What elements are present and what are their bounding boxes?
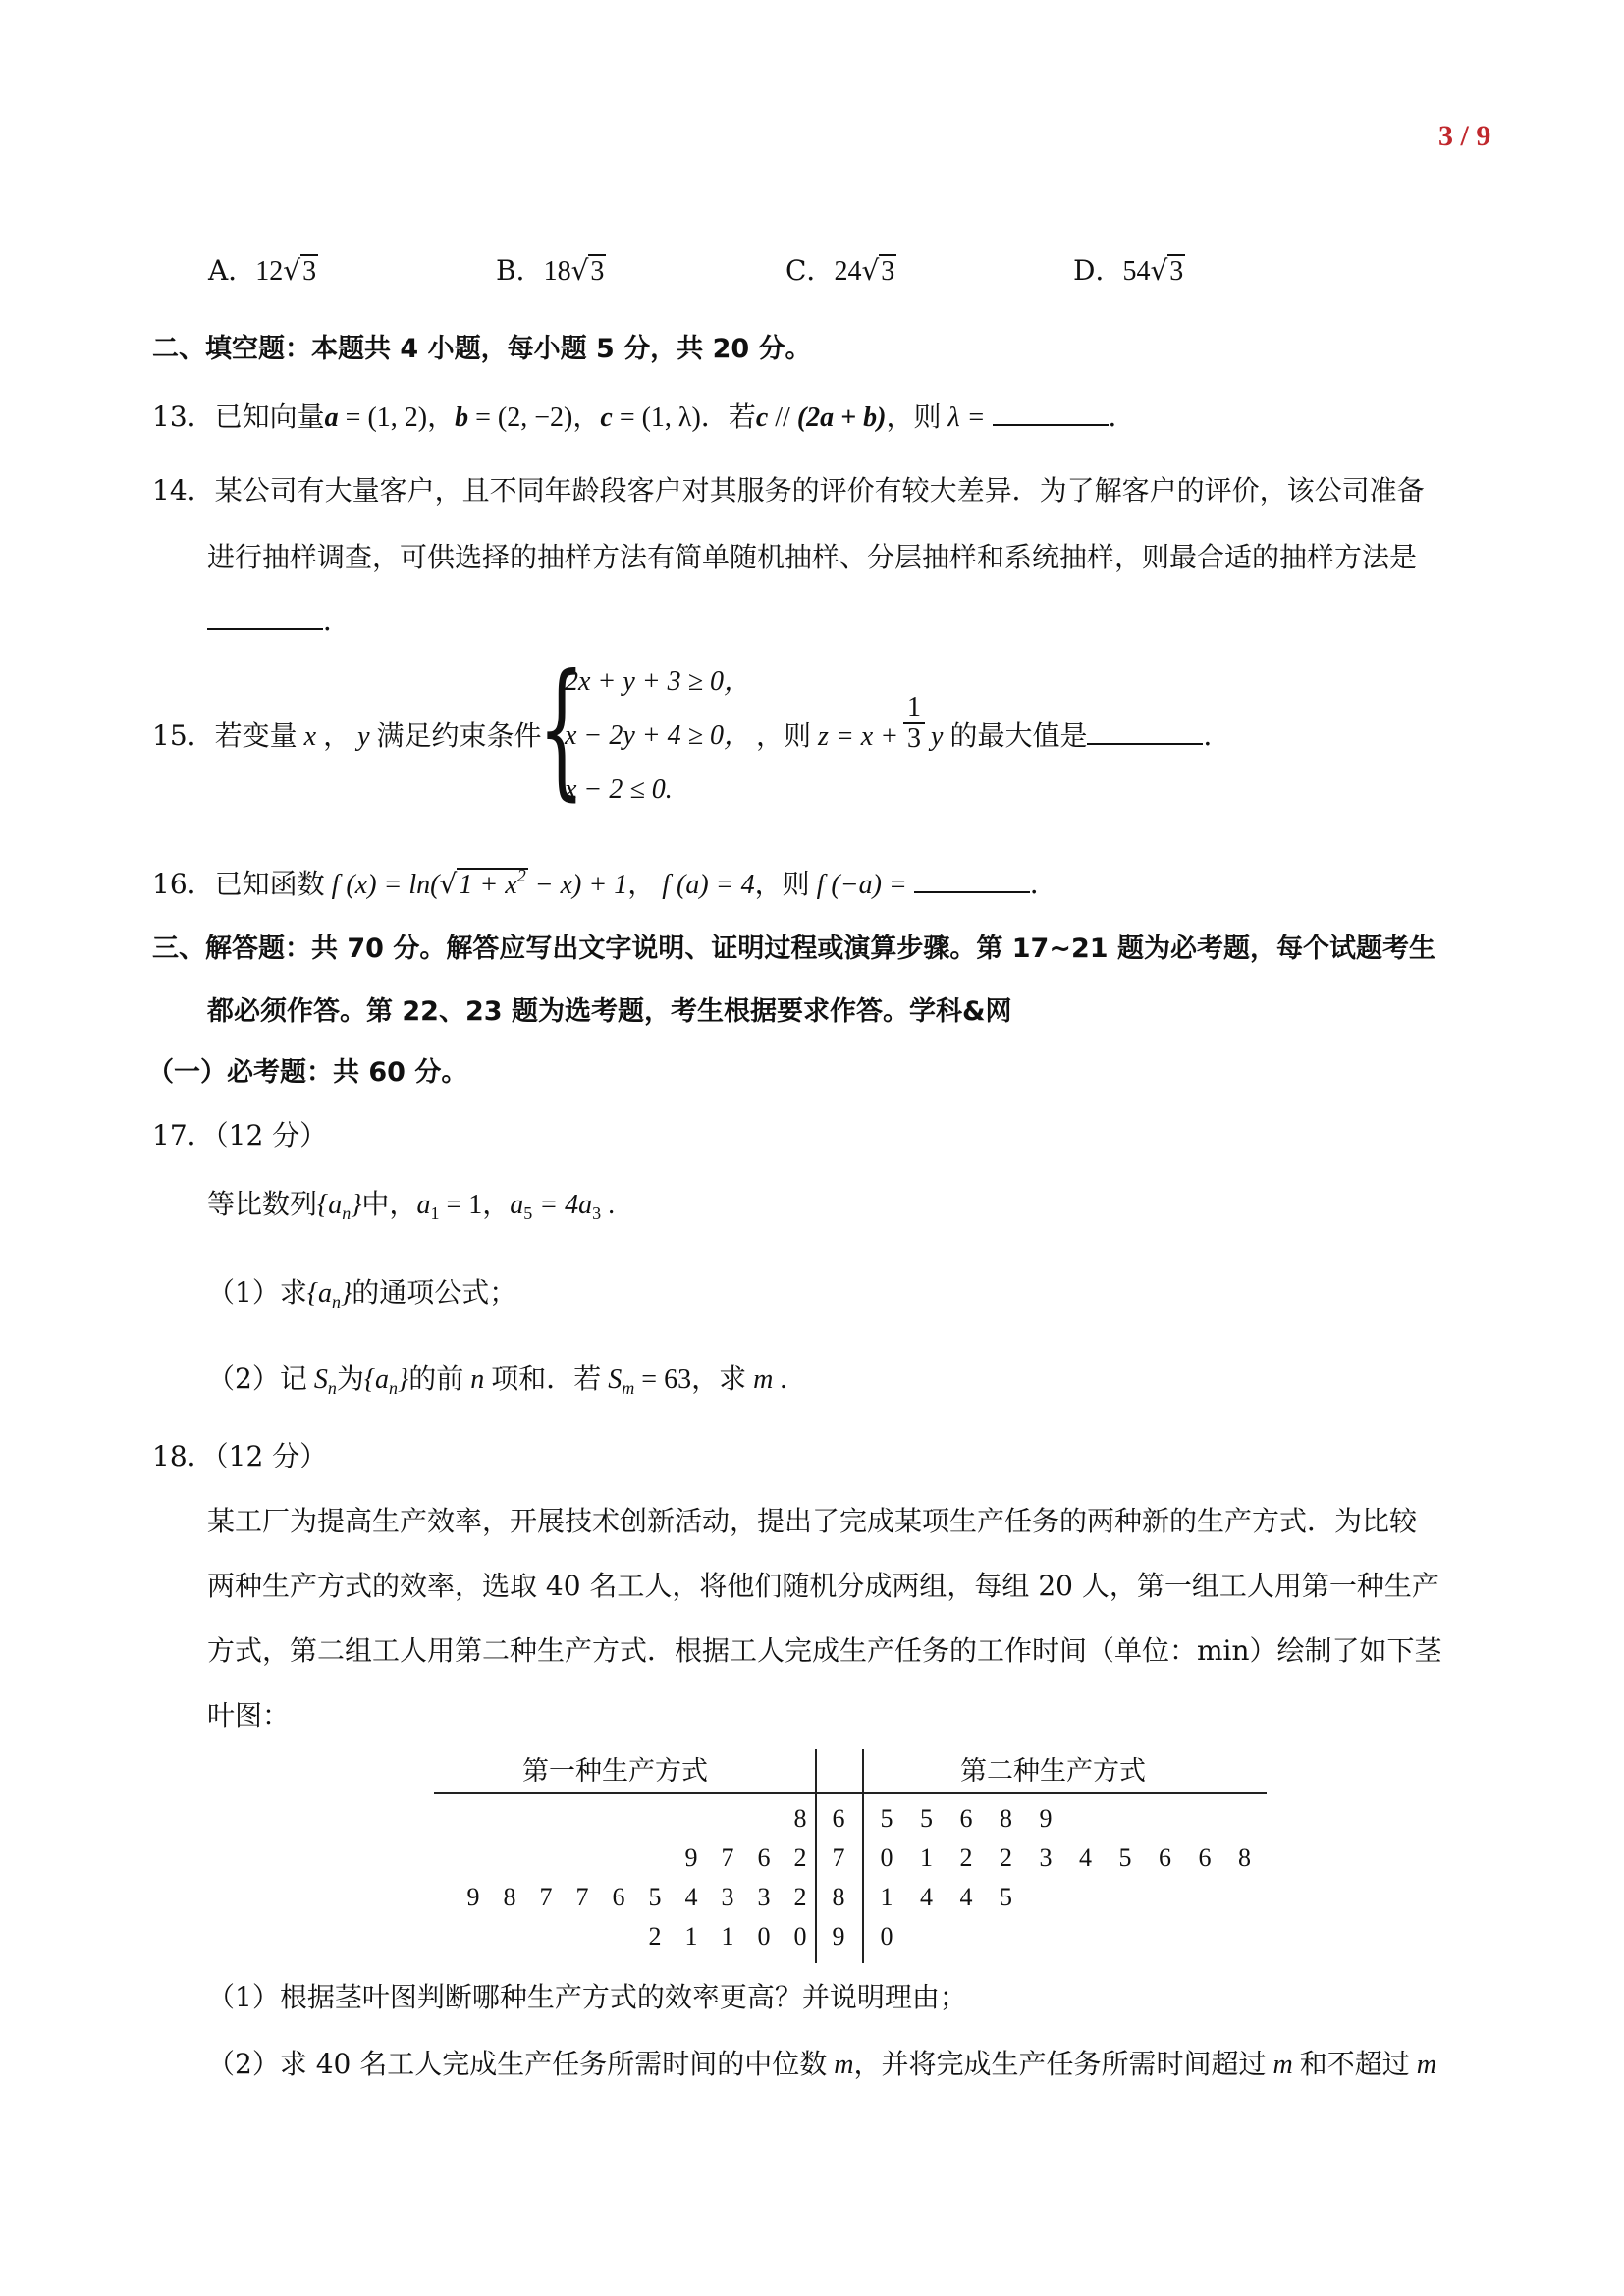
right-leaf: 6 bbox=[1159, 1843, 1171, 1872]
left-leaf: 1 bbox=[684, 1922, 698, 1950]
text: 某公司有大量客户，且不同年龄段客户对其服务的评价有较大差异．为了解客户的评价，该公司准备 bbox=[214, 474, 1425, 507]
math: = 1 bbox=[439, 1190, 483, 1220]
right-leaf: 2 bbox=[959, 1843, 973, 1872]
math: y bbox=[351, 721, 377, 752]
left-leaf: 7 bbox=[539, 1883, 553, 1911]
subscript: n bbox=[342, 1203, 352, 1223]
question-15 bbox=[152, 717, 542, 757]
subscript: n bbox=[332, 1292, 342, 1311]
answer-blank[interactable] bbox=[993, 399, 1109, 426]
question-18-header: 18．（12 分） bbox=[152, 1440, 328, 1472]
text: 满足约束条件 bbox=[376, 720, 542, 752]
text: ，则 bbox=[754, 868, 810, 900]
answer-blank[interactable] bbox=[207, 603, 323, 630]
option-coef: 24 bbox=[834, 256, 862, 287]
stem-7: 7 bbox=[832, 1843, 845, 1872]
left-leaf: 6 bbox=[757, 1843, 771, 1872]
right-leaf: 6 bbox=[959, 1804, 973, 1833]
subscript: m bbox=[622, 1378, 635, 1398]
math: {a bbox=[306, 1278, 333, 1308]
left-leaf: 2 bbox=[793, 1883, 807, 1911]
stem-divider-left bbox=[815, 1749, 817, 1963]
stem-9: 9 bbox=[832, 1922, 845, 1950]
subscript: n bbox=[389, 1378, 399, 1398]
right-leaf: 3 bbox=[1039, 1843, 1053, 1872]
question-15-tail bbox=[931, 717, 1230, 757]
answer-blank[interactable] bbox=[914, 866, 1030, 893]
text: 和不超过 bbox=[1299, 2048, 1410, 2080]
option-letter: D． bbox=[1073, 254, 1123, 287]
math: m bbox=[1266, 2050, 1300, 2080]
text: ． bbox=[1108, 400, 1136, 433]
question-14-line2: 进行抽样调查，可供选择的抽样方法有简单随机抽样、分层抽样和系统抽样，则最合适的抽样方法是 bbox=[207, 541, 1418, 573]
right-leaf: 5 bbox=[880, 1804, 893, 1833]
option-radicand: 3 bbox=[302, 256, 317, 287]
math: = (1, 2) bbox=[338, 402, 428, 433]
math: = (1, λ) bbox=[612, 402, 701, 433]
constraint-3: x − 2 ≤ 0. bbox=[565, 774, 673, 805]
section3-heading-line2: 都必须作答。第 22、23 题为选考题，考生根据要求作答。学科&网 bbox=[207, 996, 1012, 1027]
q12-option-a: A．12√3 bbox=[208, 254, 317, 287]
stem-6: 6 bbox=[832, 1804, 845, 1833]
question-16: 16．已知函数 f $(x) = \ln(√1 + x^2 - x) + 1$， f (a) = 4，则 f (−a) = ． bbox=[152, 866, 1057, 900]
math: } bbox=[398, 1364, 409, 1395]
left-leaf: 8 bbox=[503, 1883, 516, 1911]
question-18-line1: 某工厂为提高生产效率，开展技术创新活动，提出了完成某项生产任务的两种新的生产方式．为比较 bbox=[207, 1505, 1418, 1537]
left-leaf: 0 bbox=[757, 1922, 771, 1950]
text: ． bbox=[1029, 868, 1057, 900]
left-leaf: 9 bbox=[466, 1883, 480, 1911]
math: m bbox=[746, 1364, 774, 1395]
subscript: 1 bbox=[430, 1203, 440, 1223]
math: . bbox=[601, 1190, 616, 1220]
option-letter: B． bbox=[496, 254, 544, 287]
right-leaf: 6 bbox=[1198, 1843, 1212, 1872]
math: f (−a) = bbox=[809, 870, 914, 900]
text: 的前 bbox=[408, 1362, 464, 1395]
right-leaf: 8 bbox=[1000, 1804, 1012, 1833]
math: {a bbox=[363, 1364, 390, 1395]
section3-heading-line1: 三、解答题：共 70 分。解答应写出文字说明、证明过程或演算步骤。第 17~21 题为必考题，每个试题考生 bbox=[152, 934, 1435, 964]
text: 为 bbox=[336, 1362, 364, 1395]
math: f (x) = ln( bbox=[324, 870, 440, 900]
math: z = x + bbox=[811, 721, 899, 752]
math: a bbox=[416, 1190, 431, 1220]
constraint-1: 2x + y + 3 ≥ 0， bbox=[565, 667, 752, 697]
math: // bbox=[768, 402, 797, 433]
right-header: 第二种生产方式 bbox=[960, 1756, 1146, 1787]
option-letter: A． bbox=[208, 254, 256, 287]
text: ．若 bbox=[700, 400, 756, 433]
left-leaf: 6 bbox=[612, 1883, 625, 1911]
text: ， bbox=[572, 400, 601, 433]
math: {a bbox=[317, 1190, 343, 1220]
math: λ = bbox=[941, 402, 993, 433]
text: 若变量 bbox=[214, 720, 298, 752]
text: 的通项公式； bbox=[352, 1276, 517, 1308]
math: } bbox=[351, 1190, 362, 1220]
text: 的最大值是 bbox=[949, 720, 1088, 752]
header-divider bbox=[434, 1792, 1267, 1794]
right-leaf: 4 bbox=[959, 1883, 973, 1911]
question-14-line1 bbox=[152, 471, 1425, 510]
subscript: n bbox=[327, 1378, 337, 1398]
question-18-line2: 两种生产方式的效率，选取 40 名工人，将他们随机分成两组，每组 20 人，第一组工人用第一种生产 bbox=[207, 1570, 1439, 1602]
math: = 63 bbox=[634, 1364, 692, 1395]
q12-option-c: C．24√3 bbox=[785, 254, 895, 287]
exponent: 2 bbox=[516, 866, 526, 885]
right-leaf: 0 bbox=[880, 1843, 893, 1872]
math: S bbox=[601, 1364, 623, 1395]
q12-option-d: D．54√3 bbox=[1073, 254, 1184, 287]
right-leaf: 1 bbox=[920, 1843, 933, 1872]
text: ，则 bbox=[756, 720, 812, 752]
math: − x) + 1 bbox=[527, 870, 628, 900]
question-18-line3: 方式，第二组工人用第二种生产方式．根据工人完成生产任务的工作时间（单位：min）绘制了如下茎 bbox=[207, 1634, 1442, 1667]
question-17-part2 bbox=[207, 1360, 786, 1408]
right-leaf: 5 bbox=[920, 1804, 933, 1833]
stem-leaf-plot bbox=[434, 1749, 1267, 1965]
option-coef: 54 bbox=[1122, 256, 1151, 287]
right-leaf: 9 bbox=[1039, 1804, 1053, 1833]
math: S bbox=[306, 1364, 328, 1395]
text: ， bbox=[482, 1188, 511, 1220]
left-leaf: 8 bbox=[793, 1804, 807, 1833]
math: y bbox=[931, 721, 950, 752]
question-number: 14． bbox=[152, 474, 215, 507]
text: （1）求 bbox=[207, 1276, 307, 1308]
text: ． bbox=[323, 605, 352, 637]
answer-blank[interactable] bbox=[1087, 718, 1203, 745]
stem-8: 8 bbox=[832, 1883, 845, 1911]
question-number: 15． bbox=[152, 720, 215, 752]
math: x bbox=[297, 721, 324, 752]
math: f (a) = 4 bbox=[655, 870, 755, 900]
frac-den: 3 bbox=[907, 723, 921, 754]
option-coef: 12 bbox=[255, 256, 284, 287]
constraint-brace: { bbox=[538, 644, 585, 815]
text: ， bbox=[627, 868, 656, 900]
left-leaf: 2 bbox=[648, 1922, 662, 1950]
math: . bbox=[773, 1364, 787, 1395]
right-leaf: 5 bbox=[1118, 1843, 1132, 1872]
math: = (2, −2) bbox=[468, 402, 573, 433]
text: （2）求 40 名工人完成生产任务所需时间的中位数 bbox=[207, 2048, 828, 2080]
option-letter: C． bbox=[785, 254, 835, 287]
text: ． bbox=[1203, 720, 1231, 752]
page-number: 3 / 9 bbox=[1438, 120, 1491, 152]
right-leaf: 8 bbox=[1238, 1843, 1251, 1872]
subscript: 3 bbox=[592, 1203, 602, 1223]
radicand: 1 + x bbox=[459, 870, 517, 900]
question-17-stem bbox=[207, 1185, 615, 1233]
math: m bbox=[827, 2050, 854, 2080]
part1-heading: （一）必考题：共 60 分。 bbox=[147, 1057, 468, 1088]
frac-num: 1 bbox=[903, 693, 925, 724]
right-leaf: 2 bbox=[1000, 1843, 1012, 1872]
question-18-line4: 叶图： bbox=[207, 1699, 291, 1732]
math: a bbox=[510, 1190, 524, 1220]
right-leaf: 4 bbox=[920, 1883, 933, 1911]
question-13: 13．已知向量a = (1, 2)，b = (2, −2)，c = (1, λ)．若c // (2a + b)，则 λ = ． bbox=[152, 400, 1136, 433]
question-18-part1: （1）根据茎叶图判断哪种生产方式的效率更高？并说明理由； bbox=[207, 1981, 967, 2013]
option-coef: 18 bbox=[543, 256, 571, 287]
left-leaf: 1 bbox=[721, 1922, 734, 1950]
question-17-header: 17．（12 分） bbox=[152, 1119, 328, 1151]
question-15-objective bbox=[756, 717, 898, 757]
left-leaf: 4 bbox=[684, 1883, 698, 1911]
text: 项和．若 bbox=[491, 1362, 602, 1395]
question-17-part1 bbox=[207, 1273, 516, 1321]
question-number: 16． bbox=[152, 868, 215, 900]
math: n bbox=[463, 1364, 492, 1395]
text: 已知函数 bbox=[214, 868, 325, 900]
right-leaf: 1 bbox=[880, 1883, 893, 1911]
right-leaf: 5 bbox=[1000, 1883, 1012, 1911]
question-18-part2 bbox=[207, 2045, 1436, 2085]
text: ， bbox=[427, 400, 456, 433]
q12-option-b: B．18√3 bbox=[496, 254, 605, 287]
left-leaf: 2 bbox=[793, 1843, 807, 1872]
text: ， bbox=[323, 720, 352, 752]
math: } bbox=[341, 1278, 352, 1308]
subscript: 5 bbox=[523, 1203, 533, 1223]
text: （2）记 bbox=[207, 1362, 307, 1395]
right-leaf: 4 bbox=[1079, 1843, 1092, 1872]
text: ，则 bbox=[886, 400, 942, 433]
text: 等比数列 bbox=[207, 1188, 318, 1220]
left-leaf: 7 bbox=[575, 1883, 589, 1911]
math: (2a + b) bbox=[796, 402, 887, 433]
right-leaf: 0 bbox=[880, 1922, 893, 1950]
math: = 4a bbox=[532, 1190, 593, 1220]
left-leaf: 9 bbox=[684, 1843, 698, 1872]
option-radicand: 3 bbox=[1169, 256, 1184, 287]
left-leaf: 0 bbox=[793, 1922, 807, 1950]
left-leaf: 7 bbox=[721, 1843, 734, 1872]
text: ，求 bbox=[691, 1362, 747, 1395]
left-leaf: 3 bbox=[721, 1883, 734, 1911]
question-14-line3 bbox=[207, 602, 351, 641]
question-number: 13． bbox=[152, 400, 215, 433]
stem-divider-right bbox=[862, 1749, 864, 1963]
left-header: 第一种生产方式 bbox=[522, 1756, 708, 1787]
text: 已知向量 bbox=[214, 400, 325, 433]
option-radicand: 3 bbox=[590, 256, 605, 287]
math: m bbox=[1409, 2050, 1436, 2080]
text: ，并将完成生产任务所需时间超过 bbox=[853, 2048, 1267, 2080]
constraint-2: x − 2y + 4 ≥ 0， bbox=[565, 721, 752, 751]
left-leaf: 5 bbox=[648, 1883, 662, 1911]
option-radicand: 3 bbox=[881, 256, 895, 287]
section2-heading: 二、填空题：本题共 4 小题，每小题 5 分，共 20 分。 bbox=[152, 334, 812, 364]
text: 中， bbox=[361, 1188, 417, 1220]
fraction-one-third bbox=[903, 693, 925, 754]
left-leaf: 3 bbox=[757, 1883, 771, 1911]
